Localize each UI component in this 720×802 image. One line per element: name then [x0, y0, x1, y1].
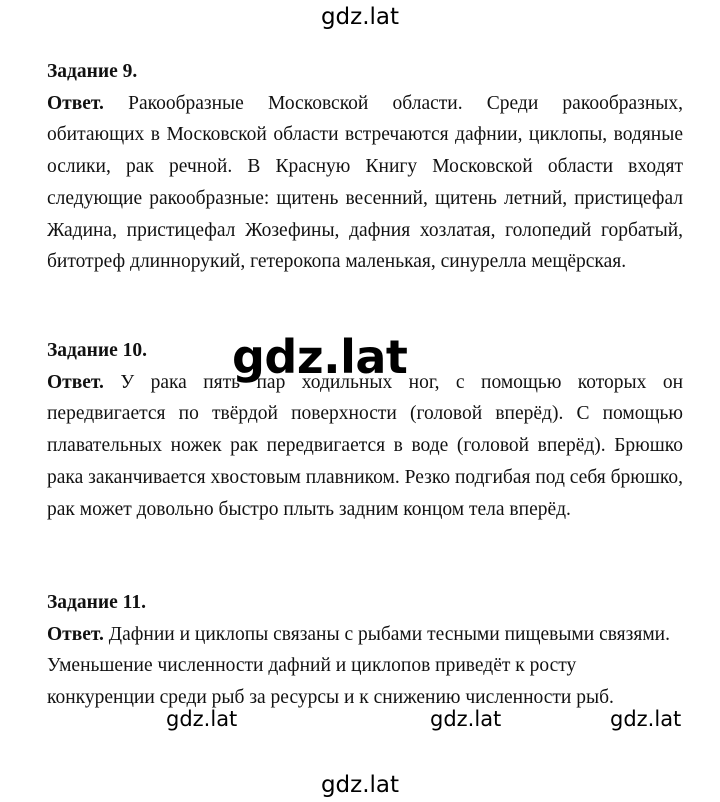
task-answer: [47, 88, 683, 278]
answer-label: Ответ.: [47, 623, 104, 645]
watermark-bottom: gdz.lat: [320, 772, 400, 798]
answer-text: У рака пять пар ходильных ног, с помощью которых он передвигается по твёрдой поверхности (головой вперёд). С помощью плавательных ножек рак передвигается в воде (головой вперёд). Брюшко рака заканчивается хвостовым плавником. Резко подгибая под себя брюшко, рак может довольно быстро плыть задним концом тела вперёд.: [47, 371, 684, 520]
task-answer: [47, 619, 683, 714]
task-title: Задание 9.: [47, 61, 138, 82]
watermark-bottom-middle: gdz.lat: [430, 707, 502, 731]
watermark-center: gdz.lat: [232, 330, 408, 384]
task-title: Задание 11.: [47, 592, 146, 613]
watermark-bottom-left: gdz.lat: [166, 707, 238, 731]
task-11: [47, 587, 683, 714]
task-answer: [47, 367, 683, 526]
answer-label: Ответ.: [47, 371, 104, 393]
watermark-bottom-right: gdz.lat: [610, 707, 682, 731]
answer-label: Ответ.: [47, 92, 104, 114]
task-title: Задание 10.: [47, 340, 148, 361]
answer-text: Дафнии и циклопы связаны с рыбами тесными пищевыми связями. Уменьшение численности дафний и циклопов приведёт к росту конкуренции среди рыб за ресурсы и к снижению численности рыб.: [47, 623, 670, 709]
answer-text: Ракообразные Московской области. Среди ракообразных, обитающих в Московской области встречаются дафнии, циклопы, водяные ослики, рак речной. В Красную Книгу Московской области входят следующие ракообразные: щитень весенний, щитень летний, пристицефал Жадина, пристицефал Жозефины, дафния хозлатая, голопедий горбатый, битотреф длиннорукий, гетерокопа маленькая, синурелла мещёрская.: [47, 92, 684, 273]
watermark-top: gdz.lat: [320, 4, 400, 30]
task-9: [47, 56, 683, 278]
